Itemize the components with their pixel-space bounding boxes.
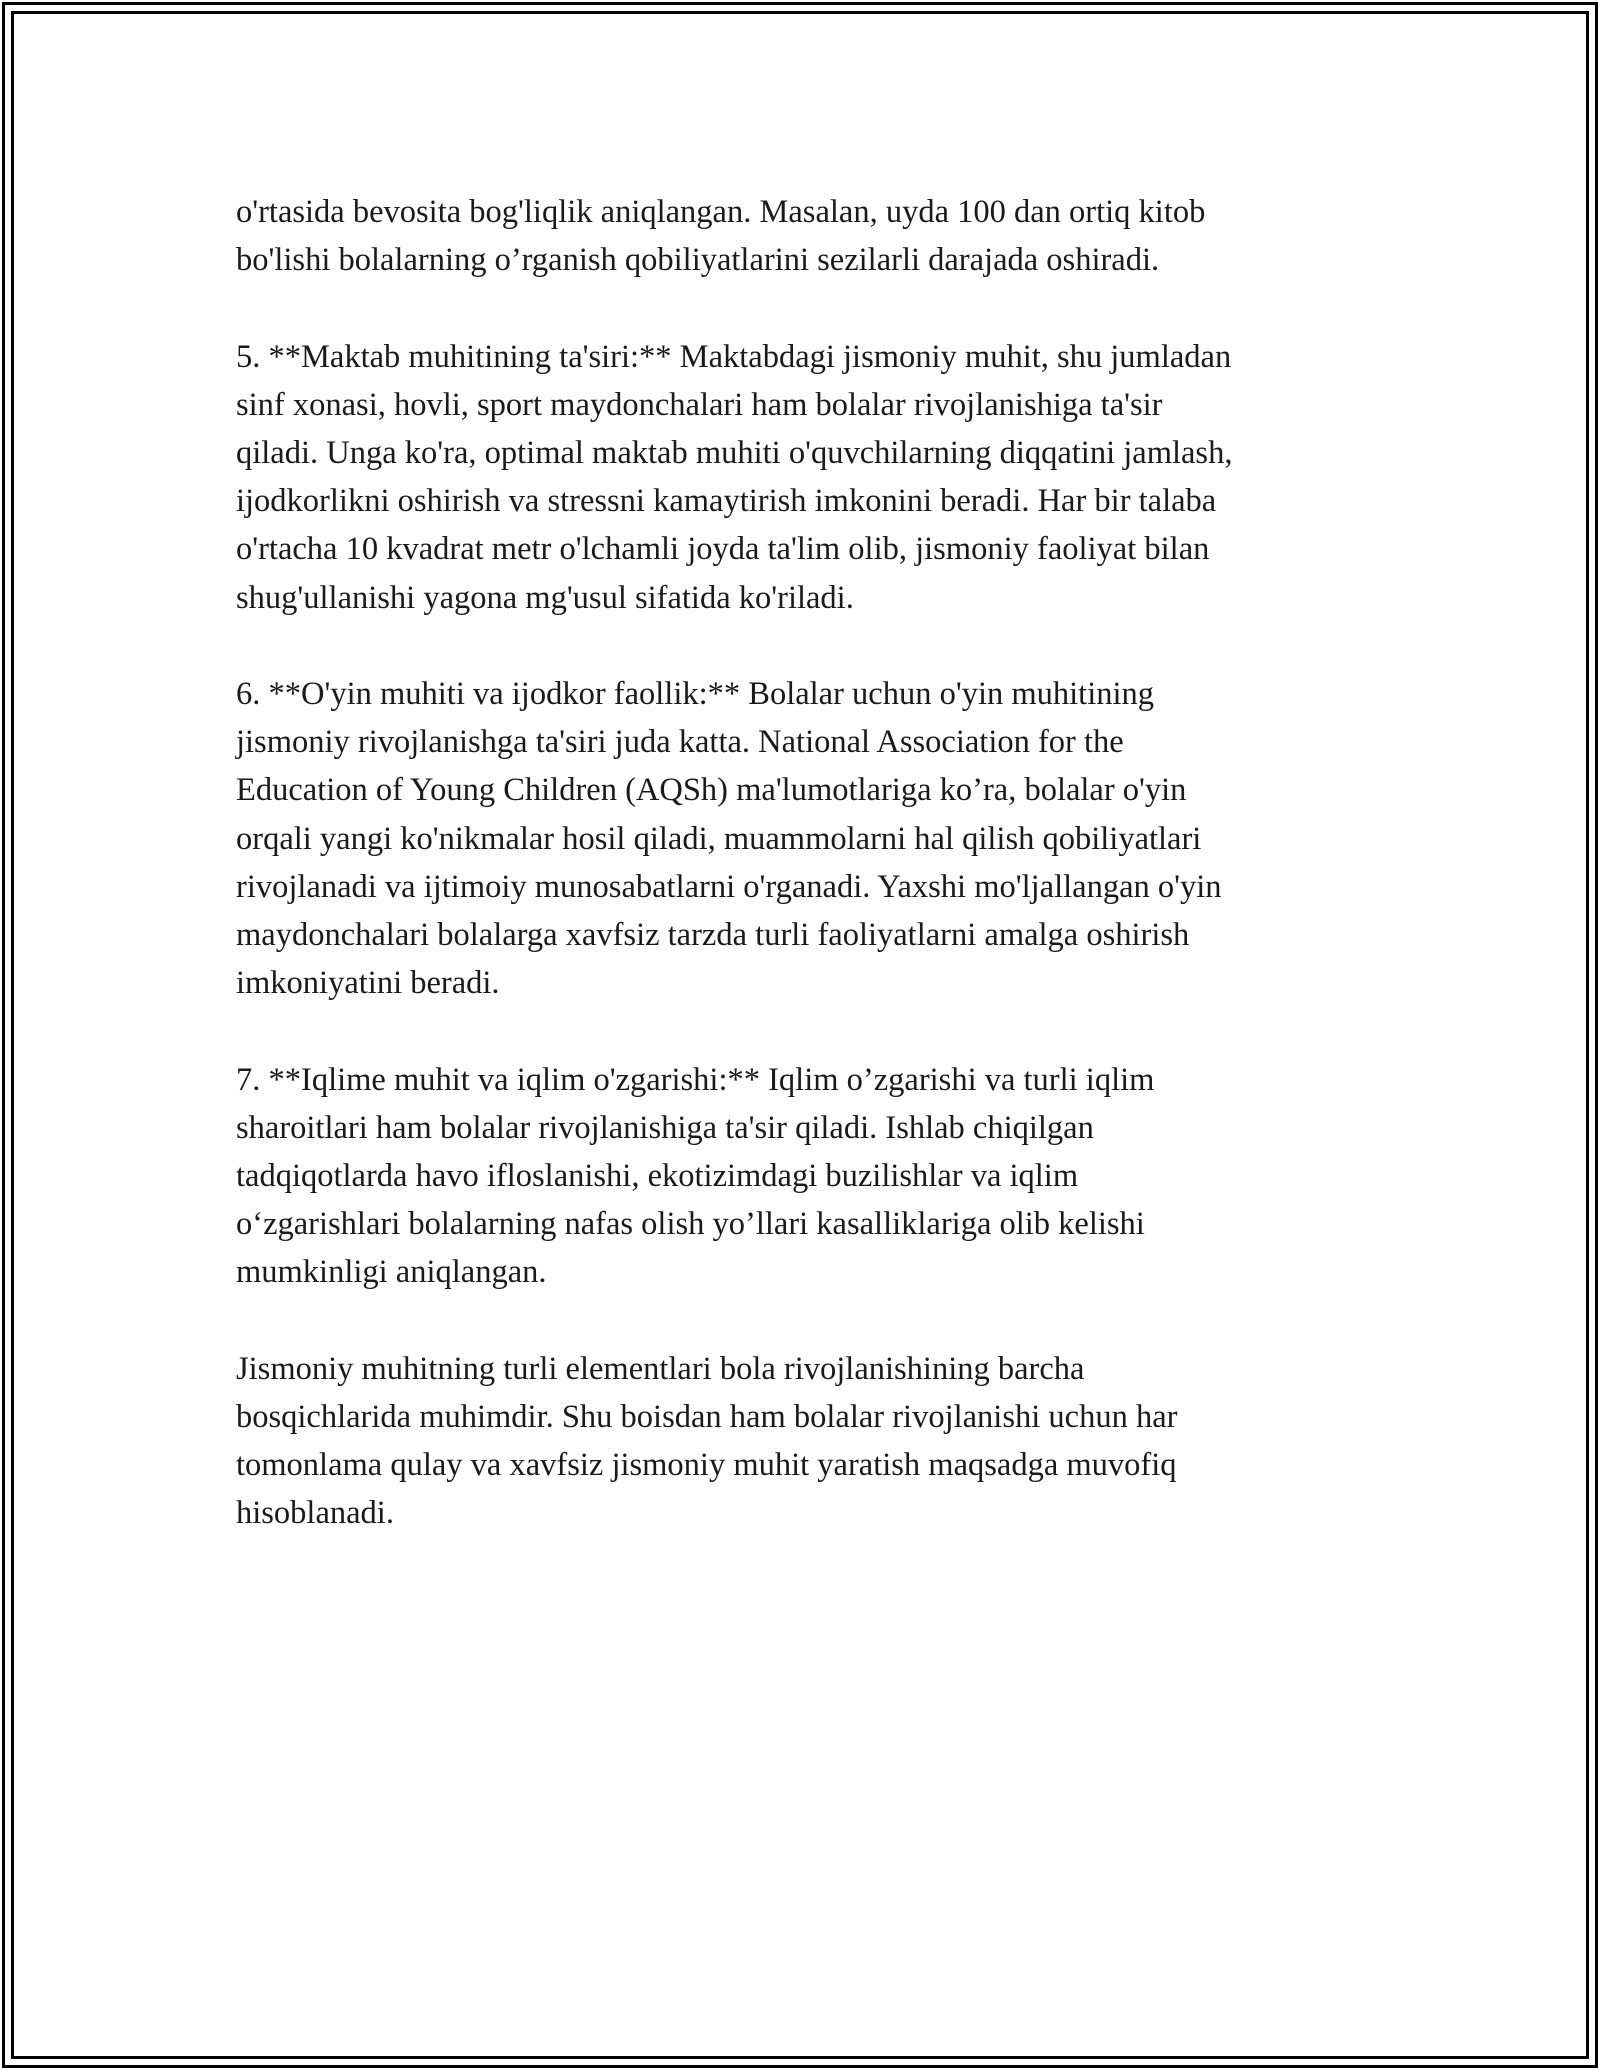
paragraph-conclusion: Jismoniy muhitning turli elementlari bola rivojlanishining barcha bosqichlarida muhimdir. Shu boisdan ham bolalar rivojlanishi uchun har tomonlama qulay va xavfsiz jismoniy muhit yaratish maqsadga muvofiq hisoblanadi. [236, 1350, 1178, 1532]
paragraph-climate-environment: 7. **Iqlime muhit va iqlim o'zgarishi:** Iqlim o’zgarishi va turli iqlim sharoitlari ham bolalar rivojlanishiga ta'sir qiladi. Ishlab chiqilgan tadqiqotlarda havo ifloslanishi, ekotizimdagi buzilishlar va iqlim o‘zgarishlari bolalarning nafas olish yo’llari kasalliklariga olib kelishi mumkinligi aniqlangan. [236, 1061, 1155, 1291]
paragraph-play-environment: 6. **O'yin muhiti va ijodkor faollik:** Bolalar uchun o'yin muhitining jismoniy rivojlanishga ta'siri juda katta. National Association for the Education of Young Children (AQSh) ma'lumotlariga ko’ra, bolalar o'yin orqali yangi ko'nikmalar hosil qiladi, muammolarni hal qilish qobiliyatlari rivojlanadi va ijtimoiy munosabatlarni o'rganadi. Yaxshi mo'ljallangan o'yin maydonchalari bolalarga xavfsiz tarzda turli faoliyatlarni amalga oshirish imkoniyatini beradi. [236, 676, 1222, 1002]
paragraph-continuation: o'rtasida bevosita bog'liqlik aniqlangan. Masalan, uyda 100 dan ortiq kitob bo'lishi bolalarning o’rganish qobiliyatlarini sezilarli darajada oshiradi. [236, 194, 1206, 279]
paragraph-school-environment: 5. **Maktab muhitining ta'siri:** Maktabdagi jismoniy muhit, shu jumladan sinf xonasi, hovli, sport maydonchalari ham bolalar rivojlanishiga ta'sir qiladi. Unga ko'ra, optimal maktab muhiti o'quvchilarning diqqatini jamlash, ijodkorlikni oshirish va stressni kamaytirish imkonini beradi. Har bir talaba o'rtacha 10 kvadrat metr o'lchamli joyda ta'lim olib, jismoniy faoliyat bilan shug'ullanishi yagona mg'usul sifatida ko'riladi. [236, 338, 1233, 616]
document-body [236, 188, 1376, 1538]
